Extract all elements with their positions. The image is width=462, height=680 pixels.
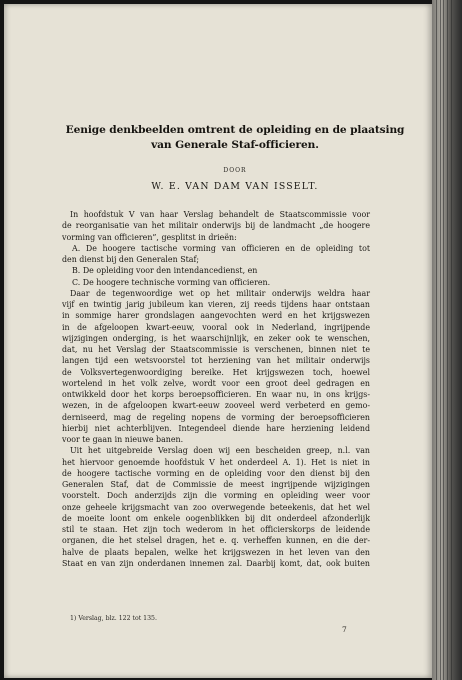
body-line: in de afgeloopen kwart-eeuw, vooral ook in Nederland, ingrijpende bbox=[62, 322, 370, 332]
body-line: wezen, in de afgeloopen kwart-eeuw zooveel werd verbeterd en gemo- bbox=[62, 401, 370, 411]
article-title-line-2: van Generale Staf-officieren. bbox=[151, 139, 319, 151]
page-number: 7 bbox=[342, 625, 347, 634]
body-line: In hoofdstuk V van haar Verslag behandelt de Staatscommissie voor bbox=[70, 210, 370, 219]
body-line: de hoogere tactische vorming en de opleiding voor den dienst bij den bbox=[62, 468, 370, 478]
article-body bbox=[62, 209, 370, 569]
body-line: A. De hoogere tactische vorming van officieren en de opleiding tot bbox=[72, 243, 370, 253]
body-line: stil te staan. Het zijn toch wederom in het officierskorps de leidende bbox=[62, 525, 370, 534]
body-line: voor te gaan in nieuwe banen. bbox=[62, 435, 184, 444]
body-line: derniseerd, mag de regeling nopens de vorming der beroepsofficieren bbox=[62, 412, 370, 422]
page-edge-line bbox=[447, 0, 448, 680]
footnote: 1) Verslag, blz. 122 tot 135. bbox=[70, 615, 157, 622]
body-line: Daar de tegenwoordige wet op het militair onderwijs weldra haar bbox=[70, 288, 370, 298]
body-line: Uit het uitgebreide Verslag doen wij een bescheiden greep, n.l. van bbox=[70, 446, 370, 456]
body-line: halve de plaats bepalen, welke het krijgswezen in het leven van den bbox=[62, 547, 370, 557]
byline: DOOR bbox=[223, 167, 247, 174]
body-line: organen, die het stelsel dragen, het e. q. verheffen kunnen, en die der- bbox=[62, 536, 370, 546]
body-line: wortelend in het volk zelve, wordt voor een groot deel gedragen en bbox=[62, 378, 370, 388]
body-line: de moeite loont om enkele oogenblikken bij dit onderdeel afzonderlijk bbox=[62, 513, 370, 523]
body-line: Generalen Staf, dat de Commissie de meest ingrijpende wijzigingen bbox=[62, 480, 370, 489]
body-line: de Volksvertegenwoordiging bereike. Het krijgswezen toch, hoewel bbox=[62, 367, 370, 377]
page-edge-line bbox=[451, 0, 452, 680]
body-line: dat, nu het Verslag der Staatscommissie is verschenen, binnen niet te bbox=[62, 345, 370, 354]
page-edge-line bbox=[443, 0, 444, 680]
body-line: vijf en twintig jarig jubileum kan vieren, zij reeds tijdens haar ontstaan bbox=[62, 300, 370, 309]
author-name: W. E. VAN DAM VAN ISSELT. bbox=[151, 181, 319, 192]
body-line: het hiervoor genoemde hoofdstuk V het onderdeel A. 1). Het is niet in bbox=[62, 457, 370, 467]
book-page-edges bbox=[432, 0, 462, 680]
body-line: den dienst bij den Generalen Staf; bbox=[62, 255, 200, 264]
page-edge-line bbox=[440, 0, 441, 680]
book-page bbox=[4, 4, 432, 678]
body-line: B. De opleiding voor den intendancedienst, en bbox=[72, 266, 258, 276]
body-line: wijzigingen onderging, is het waarschijnlijk, en zeker ook te wenschen, bbox=[62, 333, 370, 343]
body-line: onze geheele krijgsmacht van zoo overwegende beteekenis, dat het wel bbox=[62, 502, 370, 512]
body-line: hierbij niet achterblijven. Integendeel diende hare herziening leidend bbox=[62, 423, 370, 433]
body-line: de reorganisatie van het militair onderwijs bij de landmacht „de hoogere bbox=[62, 221, 370, 231]
body-line: voorstelt. Doch anderzijds zijn die vorming en opleiding weer voor bbox=[62, 491, 370, 501]
article-title-line-1: Eenige denkbeelden omtrent de opleiding en de plaatsing bbox=[65, 124, 405, 136]
body-line: C. De hoogere technische vorming van officieren. bbox=[72, 277, 271, 287]
page-edge-line bbox=[436, 0, 437, 680]
body-line: Staat en van zijn onderdanen innemen zal. Daarbij komt, dat, ook buiten bbox=[62, 558, 370, 568]
body-line: vorming van officieren”, gesplitst in drieën: bbox=[62, 232, 237, 242]
body-line: langen tijd een wetsvoorstel tot herziening van het militair onderwijs bbox=[62, 356, 370, 366]
body-line: ontwikkeld door het korps beroepsofficieren. En waar nu, in ons krijgs- bbox=[62, 390, 370, 399]
body-line: in sommige harer grondslagen aangevochten werd en het krijgswezen bbox=[62, 311, 370, 321]
